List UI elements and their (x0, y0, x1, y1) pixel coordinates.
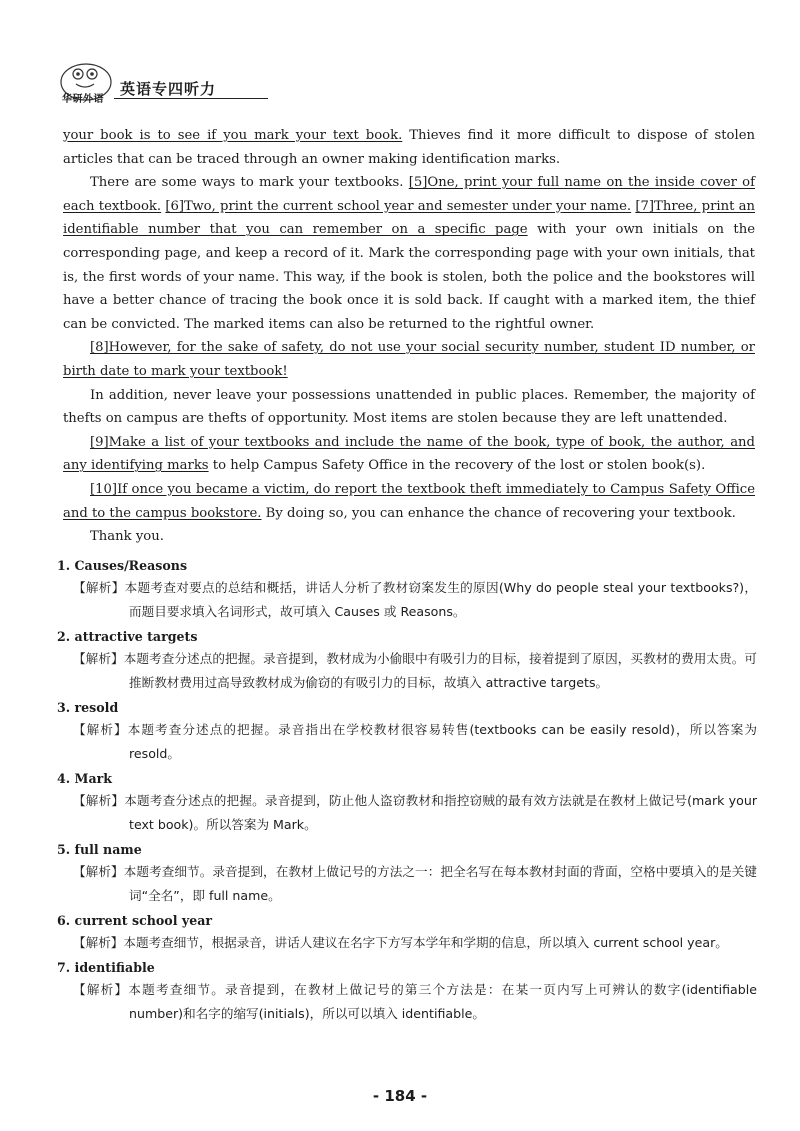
answer-label: 5. full name (57, 842, 142, 857)
paragraph-5 (63, 431, 755, 478)
analysis-tag: 【解析】 (73, 864, 124, 879)
analysis-tag: 【解析】 (73, 722, 128, 737)
answer-label: 7. identifiable (57, 960, 155, 975)
explanation (73, 576, 757, 624)
paragraph-1 (63, 124, 755, 171)
closing-text: Thank you. (90, 529, 164, 545)
sentence: By doing so, you can enhance the chance of recovering your textbook. (261, 505, 736, 521)
paragraph-6 (63, 478, 755, 525)
answer-label: 4. Mark (57, 771, 112, 786)
answer-label: 3. resold (57, 700, 119, 715)
underlined-answer-5: [5]One, print your full name on the inside cover of each textbook. (63, 175, 755, 214)
explanation-text: 本题考查细节。录音提到，在教材上做记号的方法之一：把全名写在每本教材封面的背面，空格中要填入的是关键词“全名”，即 full name。 (123, 864, 758, 903)
page-number: - 184 - (372, 1087, 428, 1105)
answer-item (57, 840, 757, 908)
answer-item (57, 911, 757, 955)
explanation (73, 860, 757, 908)
explanation (73, 718, 757, 766)
underlined-answer-6: [6]Two, print the current school year and semester under your name. (165, 198, 632, 214)
logo-text: 华研外语 (62, 94, 104, 105)
explanation-text: 本题考查细节，根据录音，讲话人建议在名字下方写本学年和学期的信息，所以填入 current school year。 (123, 935, 728, 950)
explanation-text: 本题考查细节。录音提到，在教材上做记号的第三个方法是：在某一页内写上可辨认的数字(identifiable number)和名字的缩写(initials)，所以可以填入 identifiable。 (128, 982, 758, 1021)
closing-line (63, 525, 755, 549)
explanation-text: 本题考查对要点的总结和概括，讲话人分析了教材窃案发生的原因(Why do people steal your textbooks?)，而题目要求填入名词形式，故可填入 Causes 或 Reasons。 (124, 580, 758, 619)
answer-key (57, 556, 757, 1029)
sentence: There are some ways to mark your textbooks. (90, 175, 409, 191)
answer-item (57, 556, 757, 624)
underlined-sentence: your book is to see if you mark your text book. (63, 128, 403, 143)
explanation-text: 本题考查分述点的把握。录音指出在学校教材很容易转售(textbooks can be easily resold)，所以答案为 resold。 (127, 722, 757, 761)
analysis-tag: 【解析】 (73, 982, 129, 997)
explanation (73, 789, 757, 837)
sentence: Thieves find it more difficult to dispose of stolen articles that can be traced through an owner making identification marks. (63, 128, 755, 167)
underlined-answer-9: [9]Make a list of your textbooks and include the name of the book, type of book, the author, and any identifying marks (63, 434, 755, 474)
underlined-answer-7: [7]Three, print an identifiable number that you can remember on a specific page (63, 198, 755, 238)
analysis-tag: 【解析】 (73, 580, 125, 595)
underlined-answer-10: [10]If once you became a victim, do report the textbook theft immediately to Campus Safety Office and to the campus bookstore. (63, 481, 755, 521)
sentence: to help Campus Safety Office in the recovery of the lost or stolen book(s). (208, 458, 706, 474)
page-header (52, 56, 742, 106)
answer-item (57, 627, 757, 695)
explanation-text: 本题考查分述点的把握。录音提到，教材成为小偷眼中有吸引力的目标，接着提到了原因，买教材的费用太贵。可推断教材费用过高导致教材成为偷窃的有吸引力的目标，故填入 attractive targets。 (123, 651, 758, 690)
answer-item (57, 769, 757, 837)
explanation (73, 647, 757, 695)
answer-item (57, 698, 757, 766)
underlined-answer-8: [8]However, for the sake of safety, do not use your social security number, student ID number, or birth date to mark your textbook! (63, 340, 755, 379)
passage-text (63, 124, 755, 549)
analysis-tag: 【解析】 (73, 935, 124, 950)
explanation-text: 本题考查分述点的把握。录音提到，防止他人盗窃教材和指控窃贼的最有效方法就是在教材上做记号(mark your text book)。所以答案为 Mark。 (124, 793, 757, 832)
analysis-tag: 【解析】 (73, 651, 124, 666)
answer-label: 1. Causes/Reasons (57, 558, 188, 573)
sentence: with your own initials on the corresponding page, and keep a record of it. Mark the corresponding page with your own initials, that is, the first words of your name. This way, if the book is stolen, both the police and the bookstores will have a better chance of tracing the book once it is sold back. If caught with a marked item, the thief can be convicted. The marked items can also be returned to the rightful owner. (63, 222, 756, 332)
paragraph-4 (63, 384, 755, 431)
analysis-tag: 【解析】 (73, 793, 125, 808)
header-rule (114, 98, 268, 99)
answer-label: 6. current school year (57, 913, 213, 928)
answer-item (57, 958, 757, 1026)
explanation (73, 931, 757, 955)
answer-label: 2. attractive targets (57, 629, 198, 644)
paragraph-3 (63, 336, 755, 383)
paragraph-2 (63, 171, 755, 336)
book-title: 英语专四听力 (120, 80, 217, 98)
sentence: In addition, never leave your possessions unattended in public places. Remember, the majority of thefts on campus are thefts of opportunity. Most items are stolen because they are left unattended. (63, 387, 755, 427)
explanation (73, 978, 757, 1026)
